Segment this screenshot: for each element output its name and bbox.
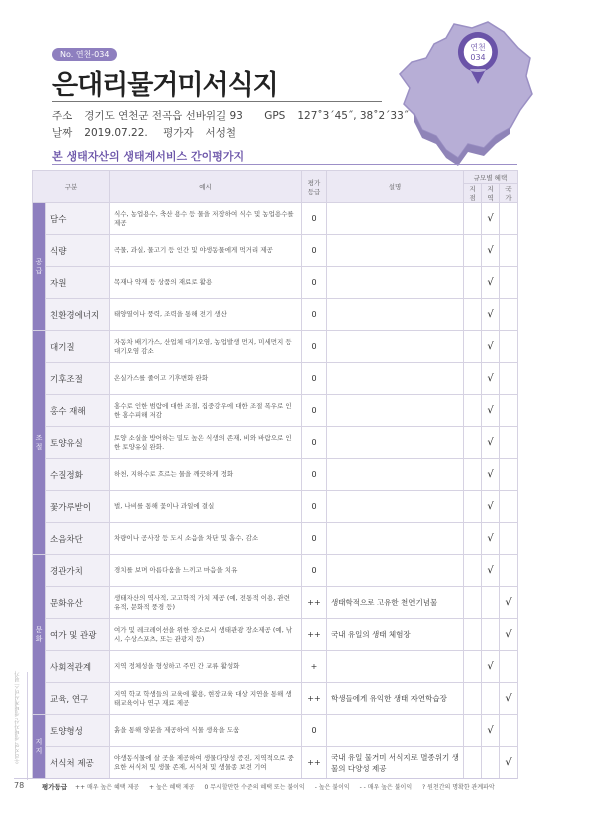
legend-item: ? 원천간의 명확한 관계파악 (422, 784, 495, 791)
service-rating: 0 (302, 427, 327, 459)
group-label: 조절 (33, 331, 46, 555)
benefit-region: √ (482, 331, 500, 363)
service-rating: 0 (302, 299, 327, 331)
benefit-region: √ (482, 427, 500, 459)
service-description (327, 523, 464, 555)
table-row (33, 299, 518, 331)
service-rating: 0 (302, 395, 327, 427)
table-row (33, 459, 518, 491)
date-value: 2019.07.22. (84, 127, 148, 139)
benefit-region: √ (482, 555, 500, 587)
service-example: 태양열이나 풍력, 조력을 통해 전기 생산 (110, 299, 302, 331)
service-item: 문화유산 (46, 587, 110, 619)
service-description: 학생들에게 유익한 생태 자연학습장 (327, 683, 464, 715)
service-description (327, 203, 464, 235)
service-example: 홍수로 인한 범람에 대한 조절, 집중강우에 대한 조절 폭우로 인한 홍수피해 저감 (110, 395, 302, 427)
service-example: 벌, 나비를 통해 꽃이나 과일에 결실 (110, 491, 302, 523)
service-description (327, 491, 464, 523)
service-description (327, 651, 464, 683)
header-local: 지점 (464, 184, 482, 203)
benefit-region (482, 683, 500, 715)
table-row (33, 395, 518, 427)
service-description: 국내 유일 물거미 서식지로 멸종위기 생물의 다양성 제공 (327, 747, 464, 779)
service-item: 식량 (46, 235, 110, 267)
meta-row-1 (52, 108, 421, 123)
benefit-region: √ (482, 523, 500, 555)
benefit-local (464, 363, 482, 395)
service-description (327, 331, 464, 363)
table-row (33, 747, 518, 779)
service-description (327, 555, 464, 587)
service-example: 차량이나 공사장 등 도시 소음을 차단 및 흡수, 감소 (110, 523, 302, 555)
service-description: 국내 유일의 생태 체험장 (327, 619, 464, 651)
benefit-region: √ (482, 299, 500, 331)
benefit-local (464, 523, 482, 555)
benefit-region (482, 747, 500, 779)
benefit-local (464, 427, 482, 459)
table-row (33, 235, 518, 267)
benefit-local (464, 747, 482, 779)
service-rating: 0 (302, 363, 327, 395)
header-region: 지역 (482, 184, 500, 203)
service-item: 자원 (46, 267, 110, 299)
service-description (327, 235, 464, 267)
service-item: 홍수 재해 (46, 395, 110, 427)
benefit-region: √ (482, 491, 500, 523)
service-example: 여가 및 레크레이션을 위한 장소로서 생태관광 장소제공 (예, 낚시, 수상스포츠, 또는 관광지 등) (110, 619, 302, 651)
group-label: 공급 (33, 203, 46, 331)
service-description (327, 427, 464, 459)
evaluator-value: 서성철 (205, 127, 236, 139)
service-rating: 0 (302, 235, 327, 267)
legend-item: + 높은 혜택 제공 (149, 784, 195, 791)
service-example: 목재나 약재 등 상품의 재료로 활용 (110, 267, 302, 299)
benefit-national: √ (500, 683, 518, 715)
table-row (33, 427, 518, 459)
header-example: 예시 (110, 171, 302, 203)
service-item: 수질정화 (46, 459, 110, 491)
service-rating: ++ (302, 747, 327, 779)
service-example: 토양 소실을 방어하는 밀도 높은 식생의 존재, 비와 바람으로 인한 토양유실 완화. (110, 427, 302, 459)
header-scale: 규모별 혜택 (464, 171, 518, 184)
benefit-national (500, 523, 518, 555)
benefit-region: √ (482, 235, 500, 267)
benefit-local (464, 395, 482, 427)
benefit-national (500, 203, 518, 235)
table-row (33, 363, 518, 395)
table-row (33, 587, 518, 619)
benefit-local (464, 651, 482, 683)
service-description (327, 395, 464, 427)
service-item: 소음차단 (46, 523, 110, 555)
service-example: 지역 정체성을 형성하고 주민 간 교류 활성화 (110, 651, 302, 683)
service-rating: 0 (302, 491, 327, 523)
section-title: 본 생태자산의 생태계서비스 간이평가지 (52, 150, 245, 163)
table-header (33, 171, 518, 203)
benefit-region: √ (482, 715, 500, 747)
service-item: 토양유실 (46, 427, 110, 459)
table-row (33, 491, 518, 523)
section-divider (52, 164, 517, 165)
benefit-local (464, 267, 482, 299)
service-description (327, 267, 464, 299)
evaluator-label: 평가자 (163, 127, 194, 139)
group-label: 지지 (33, 715, 46, 779)
service-example: 곡물, 과실, 물고기 등 인간 및 야생동물에게 먹거리 제공 (110, 235, 302, 267)
benefit-national (500, 267, 518, 299)
benefit-region: √ (482, 651, 500, 683)
benefit-national: √ (500, 619, 518, 651)
table-row (33, 331, 518, 363)
benefit-national (500, 491, 518, 523)
service-item: 대기질 (46, 331, 110, 363)
service-rating: 0 (302, 459, 327, 491)
header-category: 구분 (33, 171, 110, 203)
table-row (33, 267, 518, 299)
service-rating: ++ (302, 619, 327, 651)
benefit-local (464, 587, 482, 619)
legend-item: - 높은 불이익 (314, 784, 350, 791)
benefit-region: √ (482, 203, 500, 235)
benefit-local (464, 619, 482, 651)
benefit-national (500, 395, 518, 427)
benefit-region: √ (482, 395, 500, 427)
benefit-local (464, 459, 482, 491)
benefit-region: √ (482, 267, 500, 299)
benefit-local (464, 331, 482, 363)
marker-line2: 034 (470, 53, 486, 62)
service-rating: 0 (302, 523, 327, 555)
table-row (33, 555, 518, 587)
benefit-region: √ (482, 363, 500, 395)
service-description (327, 299, 464, 331)
page-number: 78 (14, 781, 25, 790)
benefit-national (500, 427, 518, 459)
legend-item: 0 무시할만한 수준의 혜택 또는 불이익 (204, 784, 305, 791)
service-example: 흙을 통해 양분을 제공하여 식물 생육을 도움 (110, 715, 302, 747)
benefit-national: √ (500, 587, 518, 619)
benefit-national (500, 363, 518, 395)
benefit-region: √ (482, 459, 500, 491)
benefit-national (500, 459, 518, 491)
footer-divider (14, 778, 517, 779)
address-value: 경기도 연천군 전곡읍 선바위길 93 (84, 110, 243, 122)
header-description: 설명 (327, 171, 464, 203)
benefit-region (482, 619, 500, 651)
title-divider (52, 101, 382, 102)
benefit-national (500, 299, 518, 331)
benefit-local (464, 203, 482, 235)
table-row (33, 203, 518, 235)
table-row (33, 683, 518, 715)
benefit-national (500, 555, 518, 587)
service-rating: ++ (302, 683, 327, 715)
page-title: 은대리물거미서식지 (52, 70, 278, 101)
service-description (327, 459, 464, 491)
service-item: 서식처 제공 (46, 747, 110, 779)
service-rating: 0 (302, 267, 327, 299)
meta-row-2 (52, 125, 248, 140)
benefit-local (464, 683, 482, 715)
service-item: 담수 (46, 203, 110, 235)
benefit-national (500, 235, 518, 267)
site-badge: No. 연천-034 (52, 48, 117, 61)
benefit-national (500, 651, 518, 683)
side-divider (27, 672, 28, 780)
service-rating: ++ (302, 587, 327, 619)
service-item: 사회적관계 (46, 651, 110, 683)
service-item: 경관가치 (46, 555, 110, 587)
benefit-local (464, 491, 482, 523)
service-example: 온실가스를 줄이고 기후변화 완화 (110, 363, 302, 395)
service-example: 야생동식물에 살 곳을 제공하여 생물다양성 증진, 지역적으로 중요한 서식처 및 생물 존재, 서식처 및 생물종 보전 기여 (110, 747, 302, 779)
service-rating: 0 (302, 715, 327, 747)
group-label: 문화 (33, 555, 46, 715)
rating-legend (42, 782, 503, 791)
marker-line1: 연천 (470, 43, 486, 52)
service-item: 교육, 연구 (46, 683, 110, 715)
table-row (33, 523, 518, 555)
service-example: 식수, 농업용수, 축산 용수 등 물을 저장하여 식수 및 농업용수를 제공 (110, 203, 302, 235)
gps-label: GPS (264, 110, 286, 122)
service-example: 지역 학교 학생들의 교육에 활용, 현장교육 대상 지연을 통해 생태교육이나 연구 재료 제공 (110, 683, 302, 715)
service-rating: 0 (302, 331, 327, 363)
benefit-local (464, 715, 482, 747)
benefit-region (482, 587, 500, 619)
service-example: 하천, 지하수로 흐르는 물을 깨끗하게 정화 (110, 459, 302, 491)
service-rating: 0 (302, 203, 327, 235)
benefit-national (500, 715, 518, 747)
service-item: 토양형성 (46, 715, 110, 747)
benefit-national (500, 331, 518, 363)
service-item: 꽃가루받이 (46, 491, 110, 523)
table-row (33, 715, 518, 747)
service-description (327, 715, 464, 747)
service-item: 여가 및 관광 (46, 619, 110, 651)
date-label: 날짜 (52, 127, 73, 139)
benefit-national: √ (500, 747, 518, 779)
header-national: 국가 (500, 184, 518, 203)
region-map (392, 18, 537, 168)
header-rating: 평가등급 (302, 171, 327, 203)
service-description: 생태학적으로 고유한 천연기념물 (327, 587, 464, 619)
gps-value: 127˚3´45˝, 38˚2´33˝ (297, 110, 410, 122)
address-label: 주소 (52, 110, 73, 122)
service-example: 경치를 보며 아름다움을 느끼고 마음을 치유 (110, 555, 302, 587)
service-description (327, 363, 464, 395)
benefit-local (464, 299, 482, 331)
legend-item: - - 매우 높은 불이익 (359, 784, 413, 791)
table-row (33, 619, 518, 651)
service-table (32, 170, 518, 779)
service-item: 기후조절 (46, 363, 110, 395)
table-body (33, 203, 518, 779)
legend-title: 평가등급 (42, 783, 68, 791)
service-rating: 0 (302, 555, 327, 587)
side-text: 우리지역 생태자산 생태계서비스 평가 (15, 670, 21, 764)
benefit-local (464, 555, 482, 587)
service-item: 친환경에너지 (46, 299, 110, 331)
service-rating: + (302, 651, 327, 683)
legend-item: ++ 매우 높은 혜택 제공 (75, 784, 140, 791)
service-example: 자동차 배기가스, 산업체 대기오염, 농업발생 먼지, 미세먼지 등 대기오염 감소 (110, 331, 302, 363)
benefit-local (464, 235, 482, 267)
service-example: 생태자산의 역사적, 고고학적 가치 제공 (예, 전통적 이용, 관련 유적, 문화적 풍경 등) (110, 587, 302, 619)
table-row (33, 651, 518, 683)
